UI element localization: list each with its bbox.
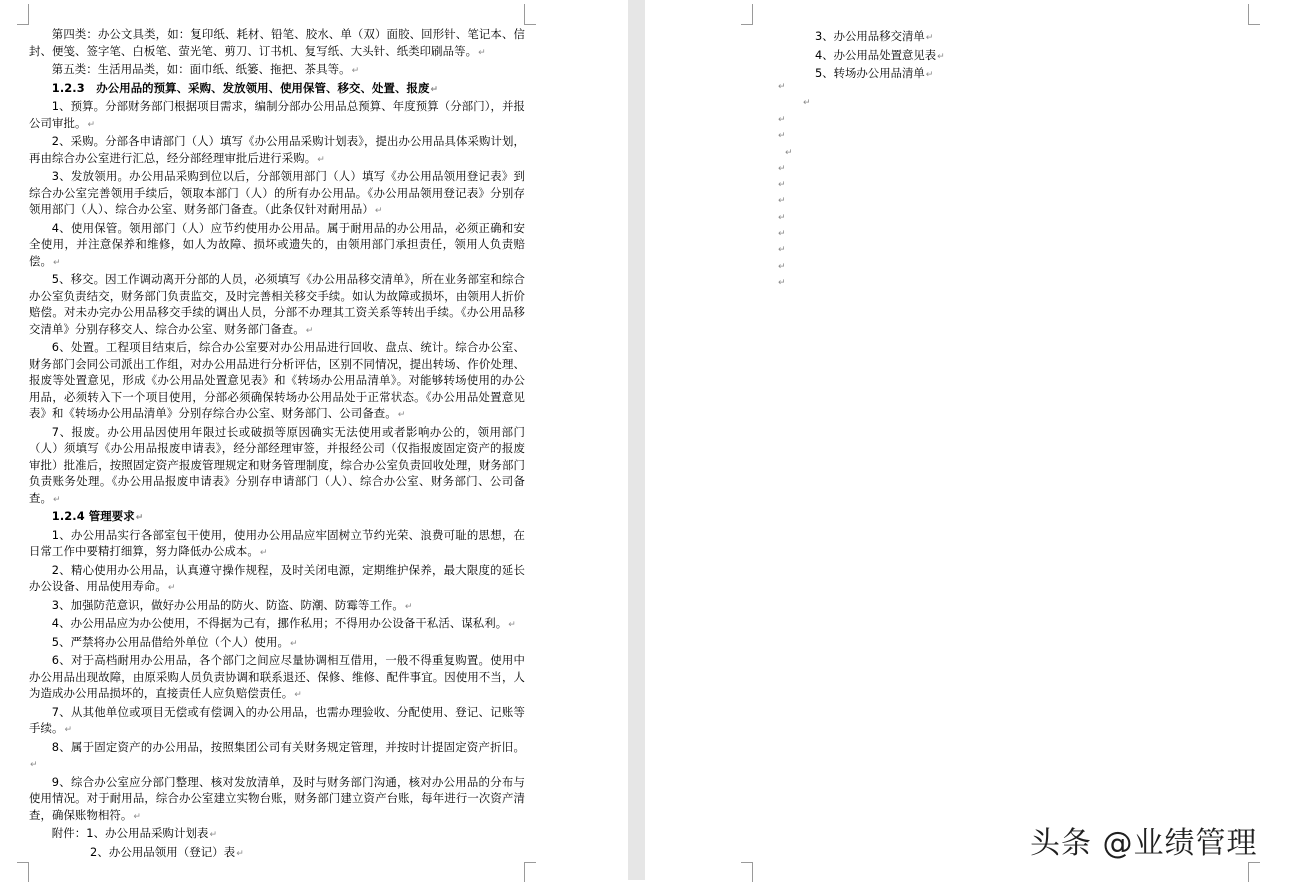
paragraph-text: 3、发放领用。办公用品采购到位以后，分部领用部门（人）填写《办公用品领用登记表》到综合办公室完善领用手续后，领取本部门（人）的所有办公用品。《办公用品领用登记表》分别存领用部门（人）、综合办公室、财务部门备查。（此条仅针对耐用品） (29, 169, 525, 216)
page-gutter (628, 0, 645, 880)
paragraph-mark-icon: ↵ (778, 82, 786, 92)
paragraph-mark-icon: ↵ (778, 131, 786, 141)
paragraph-mark-icon: ↵ (317, 154, 325, 165)
body-paragraph (29, 844, 525, 863)
paragraph-mark-icon: ↵ (305, 325, 314, 336)
paragraph-mark-icon: ↵ (778, 262, 786, 272)
paragraph-text: 4、使用保管。领用部门（人）应节约使用办公用品。属于耐用品的办公用品，必须正确和安全使用，并注意保养和维修，如人为故障、损坏或遗失的，由领用部门承担责任，领用人负责赔偿。 (29, 220, 525, 268)
paragraph-mark-icon: ↵ (30, 760, 38, 770)
document-body-right[interactable] (815, 28, 995, 84)
paragraph-text: 第四类：办公文具类，如：复印纸、耗材、铅笔、胶水、单（双）面胶、回形针、笔记本、信封、便笺、签字笔、白板笔、萤光笔、剪刀、订书机、复写纸、大头针、纸类印刷品等。 (29, 27, 525, 58)
paragraph-mark-icon: ↵ (778, 245, 786, 255)
paragraph-mark-icon: ↵ (478, 47, 486, 58)
paragraph-text: 9、综合办公室应分部门整理、核对发放清单，及时与财务部门沟通，核对办公用品的分布与使用情况。对于耐用品，综合办公室建立实物台账，财务部门建立资产台账，每年进行一次资产清查，确保账物相符。 (29, 774, 525, 822)
paragraph-mark-icon: ↵ (778, 213, 786, 223)
body-paragraph (29, 597, 525, 616)
document-page-left (0, 0, 628, 880)
body-paragraph (29, 98, 525, 133)
paragraph-mark-icon: ↵ (430, 84, 439, 95)
paragraph-text: 2、办公用品领用（登记）表 (90, 844, 236, 859)
paragraph-mark-icon: ↵ (167, 583, 176, 593)
paragraph-text: 第五类：生活用品类，如：面巾纸、纸篓、拖把、茶具等。 (51, 62, 351, 76)
paragraph-mark-icon: ↵ (925, 70, 934, 80)
paragraph-mark-icon: ↵ (259, 548, 268, 558)
paragraph-mark-icon: ↵ (64, 725, 73, 735)
paragraph-mark-icon: ↵ (351, 66, 360, 76)
body-paragraph (29, 220, 525, 272)
attachment-line (815, 65, 995, 84)
paragraph-mark-icon: ↵ (209, 830, 218, 840)
body-paragraph (29, 562, 525, 597)
section-heading (29, 508, 525, 527)
paragraph-text: 4、办公用品应为办公使用，不得据为己有，挪作私用；不得用办公设备干私活、谋私利。 (51, 616, 508, 630)
paragraph-mark-icon: ↵ (778, 278, 786, 288)
body-paragraph (29, 527, 525, 562)
paragraph-mark-icon: ↵ (236, 848, 244, 859)
paragraph-mark-icon: ↵ (374, 206, 383, 216)
paragraph-text: 3、加强防范意识，做好办公用品的防火、防盗、防潮、防霉等工作。 (51, 597, 404, 612)
paragraph-mark-icon: ↵ (289, 638, 298, 649)
paragraph-text: 7、从其他单位或项目无偿或有偿调入的办公用品，也需办理验收、分配使用、登记、记账等手续。 (29, 704, 525, 735)
paragraph-mark-icon: ↵ (508, 620, 516, 630)
paragraph-mark-icon: ↵ (803, 98, 811, 108)
body-paragraph (29, 339, 525, 424)
paragraph-text: 附件：1、办公用品采购计划表 (51, 826, 209, 840)
body-paragraph (29, 271, 525, 339)
body-paragraph (29, 168, 525, 220)
paragraph-text: 8、属于固定资产的办公用品，按照集团公司有关财务规定管理，并按时计提固定资产折旧。 (51, 739, 525, 754)
paragraph-text: 2、采购。分部各申请部门（人）填写《办公用品采购计划表》，提出办公用品具体采购计划，再由综合办公室进行汇总，经分部经理审批后进行采购。 (29, 134, 525, 165)
document-body-left[interactable] (29, 26, 525, 862)
paragraph-text: 7、报废。办公用品因使用年限过长或破损等原因确实无法使用或者影响办公的，领用部门（人）须填写《办公用品报废申请表》，经分部经理审签，并报经公司（仅指报废固定资产的报废审批）批准后，按照固定资产报废管理规定和财务管理制度，综合办公室负责回收处理，财务部门负责账务处理。《办公用品报废申请表》分别存申请部门（人）、综合办公室、财务部门、公司备查。 (29, 424, 525, 505)
paragraph-text: 6、处置。工程项目结束后，综合办公室要对办公用品进行回收、盘点、统计。综合办公室、财务部门会同公司派出工作组，对办公用品进行分析评估，区别不同情况，提出转场、作价处理、报废等处置意见，形成《办公用品处置意见表》和《转场办公用品清单》。对能够转场使用的办公用品，必须转入下一个项目使用，分部必须确保转场办公用品处于正常状态。《办公用品处置意见表》和《转场办公用品清单》分别存综合办公室、财务部门、公司备查。 (29, 340, 525, 420)
paragraph-mark-icon: ↵ (778, 115, 786, 125)
body-paragraph (29, 774, 525, 826)
paragraph-text: 2、精心使用办公用品，认真遵守操作规程，及时关闭电源，定期维护保养，最大限度的延长办公设备、用品使用寿命。 (29, 562, 525, 593)
attachment-line (815, 47, 995, 66)
body-paragraph (29, 704, 525, 739)
attachment-text: 3、办公用品移交清单 (815, 29, 925, 43)
paragraph-mark-icon: ↵ (785, 148, 793, 158)
paragraph-mark-icon: ↵ (937, 51, 945, 62)
body-paragraph (29, 26, 525, 61)
paragraph-mark-icon: ↵ (52, 494, 61, 505)
paragraph-mark-icon: ↵ (404, 601, 413, 612)
body-paragraph (29, 652, 525, 704)
body-paragraph (29, 61, 525, 80)
paragraph-text: 1.2.4 管理要求 (51, 509, 135, 523)
paragraph-mark-icon: ↵ (52, 257, 61, 268)
paragraph-mark-icon: ↵ (778, 196, 786, 206)
body-paragraph (29, 133, 525, 168)
paragraph-text: 6、对于高档耐用办公用品，各个部门之间应尽量协调相互借用，一般不得重复购置。使用中办公用品出现故障，由原采购人员负责协调和联系退还、保修、维修、配件事宜。因使用不当，人为造成办公用品损坏的，直接责任人应负赔偿责任。 (29, 653, 525, 700)
paragraph-mark-icon: ↵ (778, 229, 786, 239)
section-heading (29, 80, 525, 99)
attachment-text: 4、办公用品处置意见表 (815, 47, 937, 62)
paragraph-mark-icon: ↵ (397, 410, 406, 420)
paragraph-text: 5、严禁将办公用品借给外单位（个人）使用。 (51, 634, 289, 649)
attachment-text: 5、转场办公用品清单 (815, 66, 925, 80)
body-paragraph (29, 615, 525, 634)
paragraph-text: 1、办公用品实行各部室包干使用，使用办公用品应牢固树立节约光荣、浪费可耻的思想，在日常工作中要精打细算，努力降低办公成本。 (29, 527, 525, 558)
body-paragraph (29, 739, 525, 774)
paragraph-mark-icon: ↵ (135, 513, 144, 523)
paragraph-text: 1.2.3 办公用品的预算、采购、发放领用、使用保管、移交、处置、报废 (51, 80, 430, 95)
document-page-right (645, 0, 1291, 880)
attachment-line (815, 28, 995, 47)
body-paragraph (29, 634, 525, 653)
body-paragraph (29, 825, 525, 844)
paragraph-mark-icon: ↵ (294, 690, 302, 700)
paragraph-mark-icon: ↵ (87, 119, 96, 130)
paragraph-text: 1、预算。分部财务部门根据项目需求，编制分部办公用品总预算、年度预算（分部门），并报公司审批。 (29, 99, 525, 130)
watermark-text: 头条 @业绩管理 (1030, 826, 1258, 861)
paragraph-mark-icon: ↵ (778, 180, 786, 190)
paragraph-mark-icon: ↵ (925, 33, 934, 43)
paragraph-mark-icon: ↵ (778, 164, 786, 174)
body-paragraph (29, 424, 525, 509)
paragraph-mark-icon: ↵ (133, 811, 142, 822)
paragraph-text: 5、移交。因工作调动离开分部的人员，必须填写《办公用品移交清单》，所在业务部室和综合办公室负责结交，财务部门负责监交，及时完善相关移交手续。如认为故障或损坏，由领用人折价赔偿。对未办完办公用品移交手续的调出人员，分部不办理其工资关系等转出手续。《办公用品移交清单》分别存移交人、综合办公室、财务部门备查。 (29, 272, 525, 336)
